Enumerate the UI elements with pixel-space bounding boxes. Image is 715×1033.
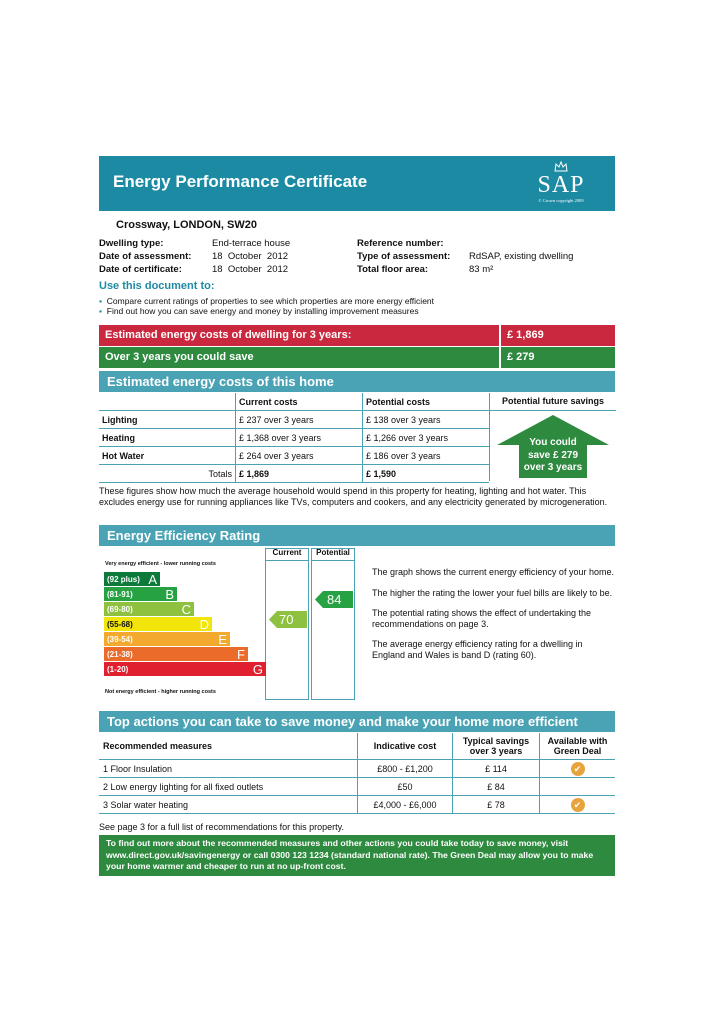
cost-row-current: £ 237 over 3 years (236, 411, 363, 429)
measure-name: 3 Solar water heating (99, 796, 358, 814)
use-doc-bullet (99, 306, 434, 316)
band-range: (81-91) (107, 589, 133, 599)
savings-line: You could (529, 437, 577, 448)
potential-rating-arrow (315, 591, 353, 608)
actions-section-header (99, 711, 615, 732)
rating-text: The average energy efficiency rating for a dwelling in England and Wales is band D (rating 60). (372, 639, 583, 660)
top-note: Very energy efficient - lower running costs (105, 561, 216, 567)
reference-label: Reference number: (357, 238, 444, 249)
measure-cost: £800 - £1,200 (358, 760, 453, 778)
band-range: (69-80) (107, 604, 133, 614)
header-banner (99, 156, 615, 211)
bullet-icon: ▪ (99, 306, 103, 316)
date-certificate-value: 18 October 2012 (212, 264, 289, 275)
rating-text: The graph shows the current energy efficiency of your home. (372, 567, 614, 577)
cost-row-potential: £ 186 over 3 years (363, 447, 490, 465)
band-letter: A (148, 572, 157, 587)
costs-section-header (99, 371, 615, 392)
potential-column (311, 548, 355, 700)
col-green-deal: Available with Green Deal (540, 733, 616, 760)
measure-saving: £ 84 (453, 778, 540, 796)
total-current: £ 1,869 (236, 465, 363, 483)
bullet-text: Find out how you can save energy and money by installing improvement measures (106, 306, 419, 316)
rating-band-a (104, 572, 160, 586)
band-range: (92 plus) (107, 574, 140, 584)
cost-row-potential: £ 1,266 over 3 years (363, 429, 490, 447)
use-doc-bullet (99, 296, 434, 306)
table-row (99, 429, 489, 447)
actions-header-row (99, 733, 615, 760)
band-letter: E (218, 632, 227, 647)
use-doc-list (99, 296, 434, 316)
crown-icon (554, 161, 568, 172)
measure-name: 2 Low energy lighting for all fixed outlets (99, 778, 358, 796)
table-row (99, 411, 489, 429)
costs-header-empty (99, 393, 236, 411)
green-deal-footer (99, 835, 615, 876)
cost-row-name: Lighting (99, 411, 236, 429)
date-assessment-label: Date of assessment: (99, 251, 192, 262)
rating-heading: Energy Efficiency Rating (107, 528, 261, 543)
date-certificate-label: Date of certificate: (99, 264, 182, 275)
dwelling-type-label: Dwelling type: (99, 238, 164, 249)
cost-row-current: £ 1,368 over 3 years (236, 429, 363, 447)
bullet-text: Compare current ratings of properties to see which properties are more energy efficient (106, 296, 435, 306)
col-measures: Recommended measures (99, 733, 358, 760)
measure-name: 1 Floor Insulation (99, 760, 358, 778)
sap-copyright: © Crown copyright 2009 (538, 198, 584, 203)
rating-explanation (372, 567, 614, 660)
cost-row-name: Heating (99, 429, 236, 447)
costs-table (99, 393, 489, 483)
band-range: (1-20) (107, 664, 129, 674)
type-assessment-label: Type of assessment: (357, 251, 451, 262)
green-deal-cell (540, 760, 616, 778)
total-potential: £ 1,590 (363, 465, 490, 483)
band-range: (55-68) (107, 619, 133, 629)
rating-band-d (104, 617, 212, 631)
table-row (99, 796, 615, 814)
property-address: Crossway, LONDON, SW20 (116, 219, 257, 231)
col-potential-costs: Potential costs (363, 393, 490, 411)
totals-row (99, 465, 489, 483)
estimated-cost-bar (99, 325, 499, 346)
estimated-cost-value-bar (501, 325, 615, 346)
cost-row-name: Hot Water (99, 447, 236, 465)
band-range: (21-38) (107, 649, 133, 659)
current-rating-value: 70 (279, 612, 294, 627)
band-letter: C (181, 602, 191, 617)
green-deal-cell (540, 778, 616, 796)
band-letter: B (165, 587, 174, 602)
costs-note: These figures show how much the average household would spend in this property for heating, lighting and hot water. This excludes energy use for running appliances like TVs, computers and cookers, and any electricity generated by microgeneration. (99, 486, 608, 507)
bullet-icon: ▪ (99, 296, 103, 306)
col-savings: Typical savings over 3 years (453, 733, 540, 760)
save-bar (99, 347, 499, 368)
green-deal-cell (540, 796, 616, 814)
band-letter: F (237, 647, 245, 662)
sap-logo-text: SAP (537, 172, 585, 198)
measure-saving: £ 114 (453, 760, 540, 778)
sap-logo (521, 160, 601, 206)
measure-cost: £4,000 - £6,000 (358, 796, 453, 814)
band-letter: G (252, 662, 263, 677)
cost-row-current: £ 264 over 3 years (236, 447, 363, 465)
rating-band-c (104, 602, 194, 616)
footer-text: To find out more about the recommended measures and other actions you could take today to save money, visit www.direct.gov.uk/savingenergy or call 0300 123 1234 (standard national rate). The Green Deal may allow you to make your home warmer and cheaper to run at no up-front cost. (106, 838, 594, 871)
savings-column (489, 393, 616, 481)
col-current-costs: Current costs (236, 393, 363, 411)
actions-table (99, 733, 615, 814)
col-potential: Potential (311, 548, 355, 561)
band-range: (39-54) (107, 634, 133, 644)
actions-heading: Top actions you can take to save money and make your home more efficient (107, 714, 578, 729)
rating-band-e (104, 632, 230, 646)
measure-saving: £ 78 (453, 796, 540, 814)
current-rating-arrow (269, 611, 307, 628)
table-row (99, 778, 615, 796)
rating-text: The higher the rating the lower your fuel bills are likely to be. (372, 587, 613, 598)
estimated-cost-value: £ 1,869 (507, 329, 544, 341)
costs-header-row (99, 393, 489, 411)
col-cost: Indicative cost (358, 733, 453, 760)
save-value-bar (501, 347, 615, 368)
table-row (99, 447, 489, 465)
dwelling-type-value: End-terrace house (212, 238, 291, 249)
potential-rating-value: 84 (327, 592, 342, 607)
savings-arrow-text (490, 437, 616, 475)
col-current: Current (265, 548, 309, 561)
estimated-cost-label: Estimated energy costs of dwelling for 3 years: (105, 329, 352, 341)
save-label: Over 3 years you could save (105, 351, 254, 363)
floor-area-label: Total floor area: (357, 264, 429, 275)
col-potential-savings: Potential future savings (490, 393, 616, 411)
rating-band-f (104, 647, 248, 661)
table-row (99, 760, 615, 778)
cost-row-potential: £ 138 over 3 years (363, 411, 490, 429)
floor-area-value: 83 m² (469, 264, 494, 275)
rating-text: The potential rating shows the effect of undertaking the recommendations on page 3. (372, 608, 591, 629)
use-doc-heading: Use this document to: (99, 280, 215, 292)
bottom-note: Not energy efficient - higher running costs (105, 689, 216, 695)
costs-heading: Estimated energy costs of this home (107, 374, 334, 389)
see-page-note: See page 3 for a full list of recommendations for this property. (99, 822, 344, 832)
rating-section-header (99, 525, 615, 546)
savings-line: over 3 years (523, 462, 583, 473)
rating-band-g (104, 662, 266, 676)
check-icon: ✔ (571, 798, 585, 812)
save-value: £ 279 (507, 351, 535, 363)
check-icon: ✔ (571, 762, 585, 776)
rating-band-b (104, 587, 177, 601)
type-assessment-value: RdSAP, existing dwelling (469, 251, 574, 262)
band-letter: D (199, 617, 209, 632)
totals-label: Totals (99, 465, 236, 483)
savings-line: save £ 279 (527, 449, 579, 461)
measure-cost: £50 (358, 778, 453, 796)
page-title: Energy Performance Certificate (113, 172, 368, 191)
date-assessment-value: 18 October 2012 (212, 251, 289, 262)
